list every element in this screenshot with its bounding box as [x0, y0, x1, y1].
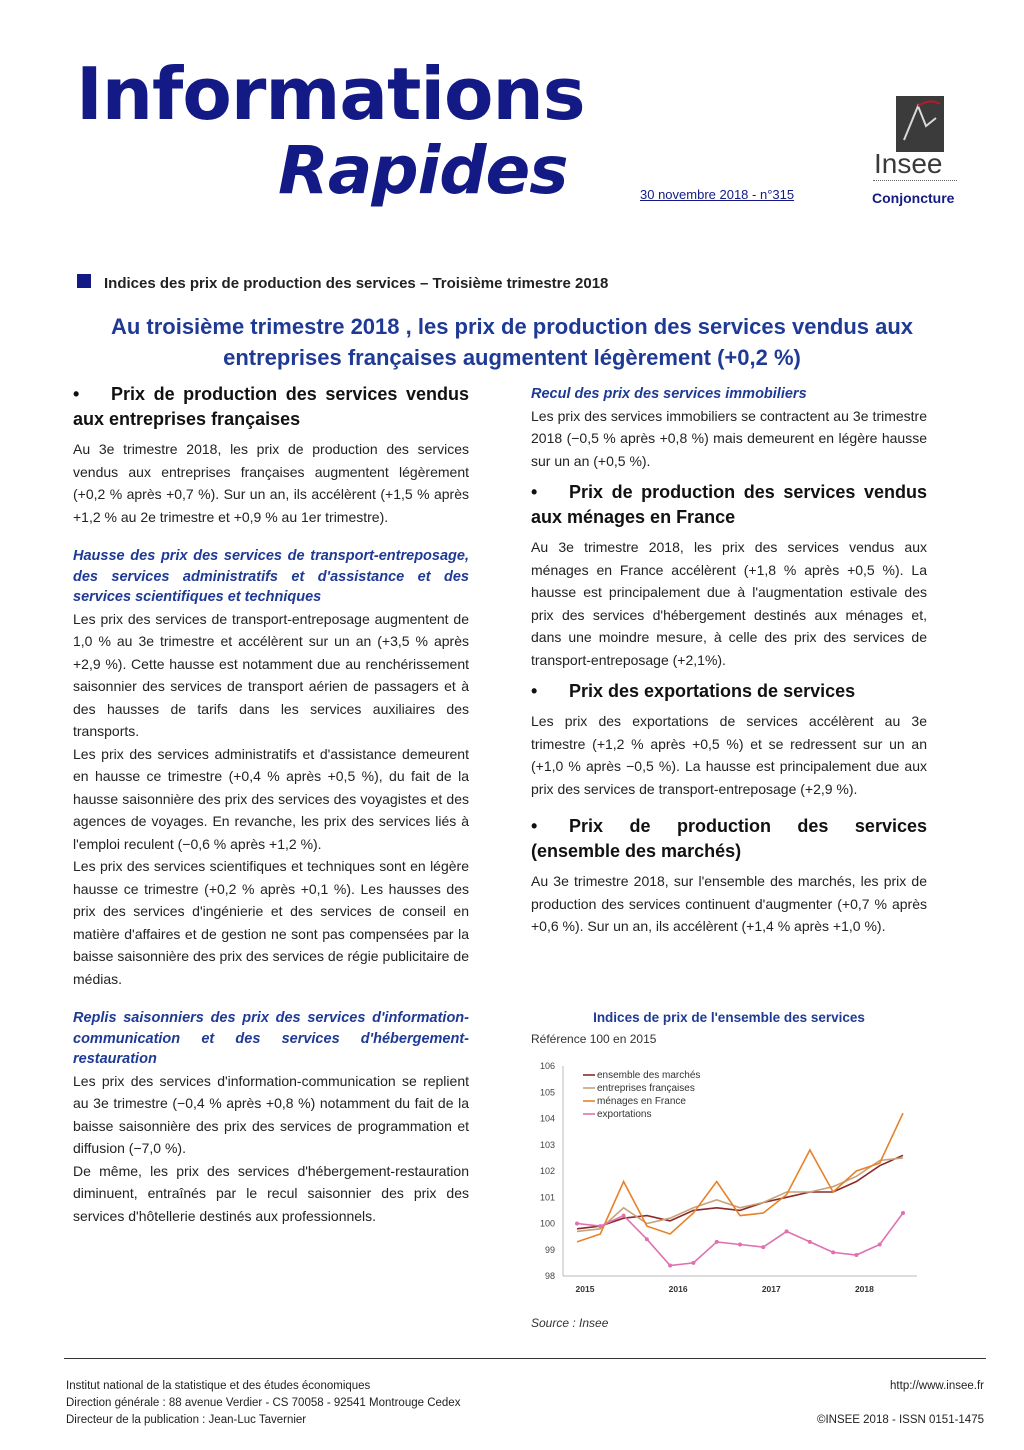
paragraph: Au 3e trimestre 2018, les prix de production des services vendus aux entreprises françaises augmentent légèrement (+0,2 % après +0,7 %). Sur un an, ils accélèrent (+1,5 % après +1,2 % au 2e trimestre et +0,9 % au 1er trimestre).: [73, 441, 469, 525]
headline: Au troisième trimestre 2018 , les prix de production des services vendus aux entreprises françaises augmentent légèrement (+0,2 %): [110, 314, 914, 370]
subheading-real-estate: Recul des prix des services immobiliers: [531, 386, 807, 402]
y-tick-label: 102: [539, 1166, 555, 1176]
footer-url-link[interactable]: http://www.insee.fr: [890, 1380, 984, 1392]
heading-all-markets: • Prix de production des services (ensemble des marchés): [531, 816, 927, 861]
paragraph: Au 3e trimestre 2018, les prix des services vendus aux ménages en France accélèrent (+1,8 % après +0,5 %). La hausse est principalement due à l'augmentation estivale des prix des services d'hébergement destinés aux ménages et, dans une moindre mesure, à celle des prix des services de transport-entreposage (+2,1%).: [531, 539, 927, 668]
legend-label: ensemble des marchés: [597, 1070, 701, 1081]
series-point: [738, 1243, 742, 1247]
logo-tagline-rule: [873, 180, 957, 186]
insee-logo: [866, 96, 958, 210]
series-point: [785, 1229, 789, 1233]
series-point: [598, 1224, 602, 1228]
chart-title: Indices de prix de l'ensemble des services: [593, 1010, 865, 1025]
left-column: [73, 382, 469, 1227]
legend-label: ménages en France: [597, 1096, 686, 1107]
chart-reference: Référence 100 en 2015: [531, 1032, 657, 1046]
footer-copyright: ©INSEE 2018 - ISSN 0151-1475: [816, 1414, 984, 1426]
y-tick-label: 100: [539, 1218, 555, 1229]
x-tick-label: 2016: [668, 1284, 688, 1294]
series-point: [622, 1214, 626, 1218]
bullet-icon: •: [73, 384, 80, 404]
masthead-title: Informations: [76, 52, 585, 136]
series-point: [808, 1240, 812, 1244]
series-line-1: [577, 1158, 903, 1232]
paragraph: Les prix des services immobiliers se contractent au 3e trimestre 2018 (−0,5 % après +0,8 %) mais demeurent en légère hausse sur un an (+0,5 %).: [531, 407, 927, 469]
right-column: [531, 384, 927, 938]
heading-b2b-prices: • Prix de production des services vendus aux entreprises françaises: [73, 384, 469, 429]
series-point: [575, 1222, 579, 1226]
y-tick-label: 99: [544, 1244, 555, 1255]
series-point: [878, 1243, 882, 1247]
series-point: [715, 1240, 719, 1244]
legend-label: entreprises françaises: [597, 1083, 695, 1094]
issue-number: 30 novembre 2018 - n°315: [640, 187, 795, 202]
logo-section: Conjoncture: [872, 190, 955, 206]
chart-source: Source : Insee: [531, 1316, 609, 1330]
paragraph: Les prix des services d'information-communication se replient au 3e trimestre (−0,4 % après +0,8 %) notamment du fait de la baisse saisonnière des prix des services de programmation et diffusion (−7,0 %).: [73, 1072, 469, 1156]
x-tick-label: 2018: [854, 1284, 874, 1294]
footer-org: Institut national de la statistique et des études économiques: [66, 1380, 371, 1392]
paragraph: Les prix des services administratifs et d'assistance demeurent en hausse ce trimestre (+0,4 % après +0,5 %), du fait de la hausse saisonnière des prix des services des voyagistes et des agences de voyages. En revanche, les prix des services liés à l'emploi reculent (−0,6 % après +1,2 %).: [73, 745, 469, 852]
bullet-icon: •: [531, 816, 538, 836]
section-label: Indices des prix de production des services – Troisième trimestre 2018: [104, 275, 609, 292]
paragraph: Les prix des exportations de services accélèrent au 3e trimestre (+1,2 % après +0,5 %) et se redressent sur un an (+1,0 % après −0,5 %). La hausse est principalement due aux prix des services de transport-entreposage (+2,9 %).: [531, 713, 927, 797]
series-point: [831, 1250, 835, 1254]
series-line-3: [577, 1213, 903, 1266]
logo-name: Insee: [874, 148, 943, 179]
paragraph: Les prix des services scientifiques et techniques sont en légère hausse ce trimestre (+0,2 % après +0,1 %). Les hausses des prix des services d'ingénierie et des services de conseil en matière d'affaires et de gestion ne sont pas compensées par la baisse saisonnière des prix des services de régie publicitaire de médias.: [73, 858, 469, 987]
footer-divider: [64, 1358, 986, 1359]
y-tick-label: 98: [544, 1271, 555, 1281]
footer-director: Directeur de la publication : Jean-Luc Tavernier: [66, 1414, 307, 1426]
series-point: [645, 1237, 649, 1241]
y-tick-label: 104: [539, 1113, 555, 1124]
x-tick-label: 2017: [761, 1284, 781, 1294]
y-tick-label: 106: [539, 1061, 555, 1071]
y-tick-label: 101: [539, 1192, 555, 1203]
logo-glyph-icon: [896, 96, 944, 152]
heading-exports: • Prix des exportations de services: [531, 679, 927, 704]
series-point: [901, 1211, 905, 1215]
legend-label: exportations: [597, 1109, 652, 1120]
subheading-info-comm: Replis saisonniers des prix des services d'information-communication et des services d'hébergement-restauration: [73, 1010, 469, 1067]
subheading-transport: Hausse des prix des services de transport-entreposage, des services administratifs et d'assistance et des services scientifiques et techniques: [73, 548, 469, 605]
masthead-subtitle: Rapides: [278, 132, 568, 209]
series-point: [691, 1261, 695, 1265]
series-point: [761, 1245, 765, 1249]
footer-address: Direction générale : 88 avenue Verdier - CS 70058 - 92541 Montrouge Cedex: [66, 1397, 461, 1409]
bullet-icon: •: [531, 681, 538, 701]
series-point: [854, 1253, 858, 1257]
y-tick-label: 105: [539, 1087, 555, 1098]
bullet-icon: •: [531, 482, 538, 502]
insee-logo-mark: [896, 96, 944, 152]
x-tick-label: 2015: [575, 1284, 595, 1294]
section-square-icon: [77, 274, 91, 288]
paragraph: Les prix des services de transport-entreposage augmentent de 1,0 % au 3e trimestre et accélèrent sur un an (+3,5 % après +2,9 %). Cette hausse est notamment due au renchérissement saisonnier des services de transport aérien de passagers et à des hausses de tarifs dans les services auxiliaires des transports.: [73, 610, 469, 739]
paragraph: De même, les prix des services d'hébergement-restauration diminuent, entraînés par le recul saisonnier des prix des services d'hôtellerie destinés aux professionnels.: [73, 1162, 469, 1224]
heading-household-prices: • Prix de production des services vendus aux ménages en France: [531, 482, 927, 527]
price-index-chart: [531, 1054, 927, 1304]
y-tick-label: 103: [539, 1139, 555, 1150]
series-point: [668, 1264, 672, 1268]
paragraph: Au 3e trimestre 2018, sur l'ensemble des marchés, les prix de production des services continuent d'augmenter (+0,7 % après +0,6 %). Sur un an, ils accélèrent (+1,4 % après +1,0 %).: [531, 873, 927, 934]
